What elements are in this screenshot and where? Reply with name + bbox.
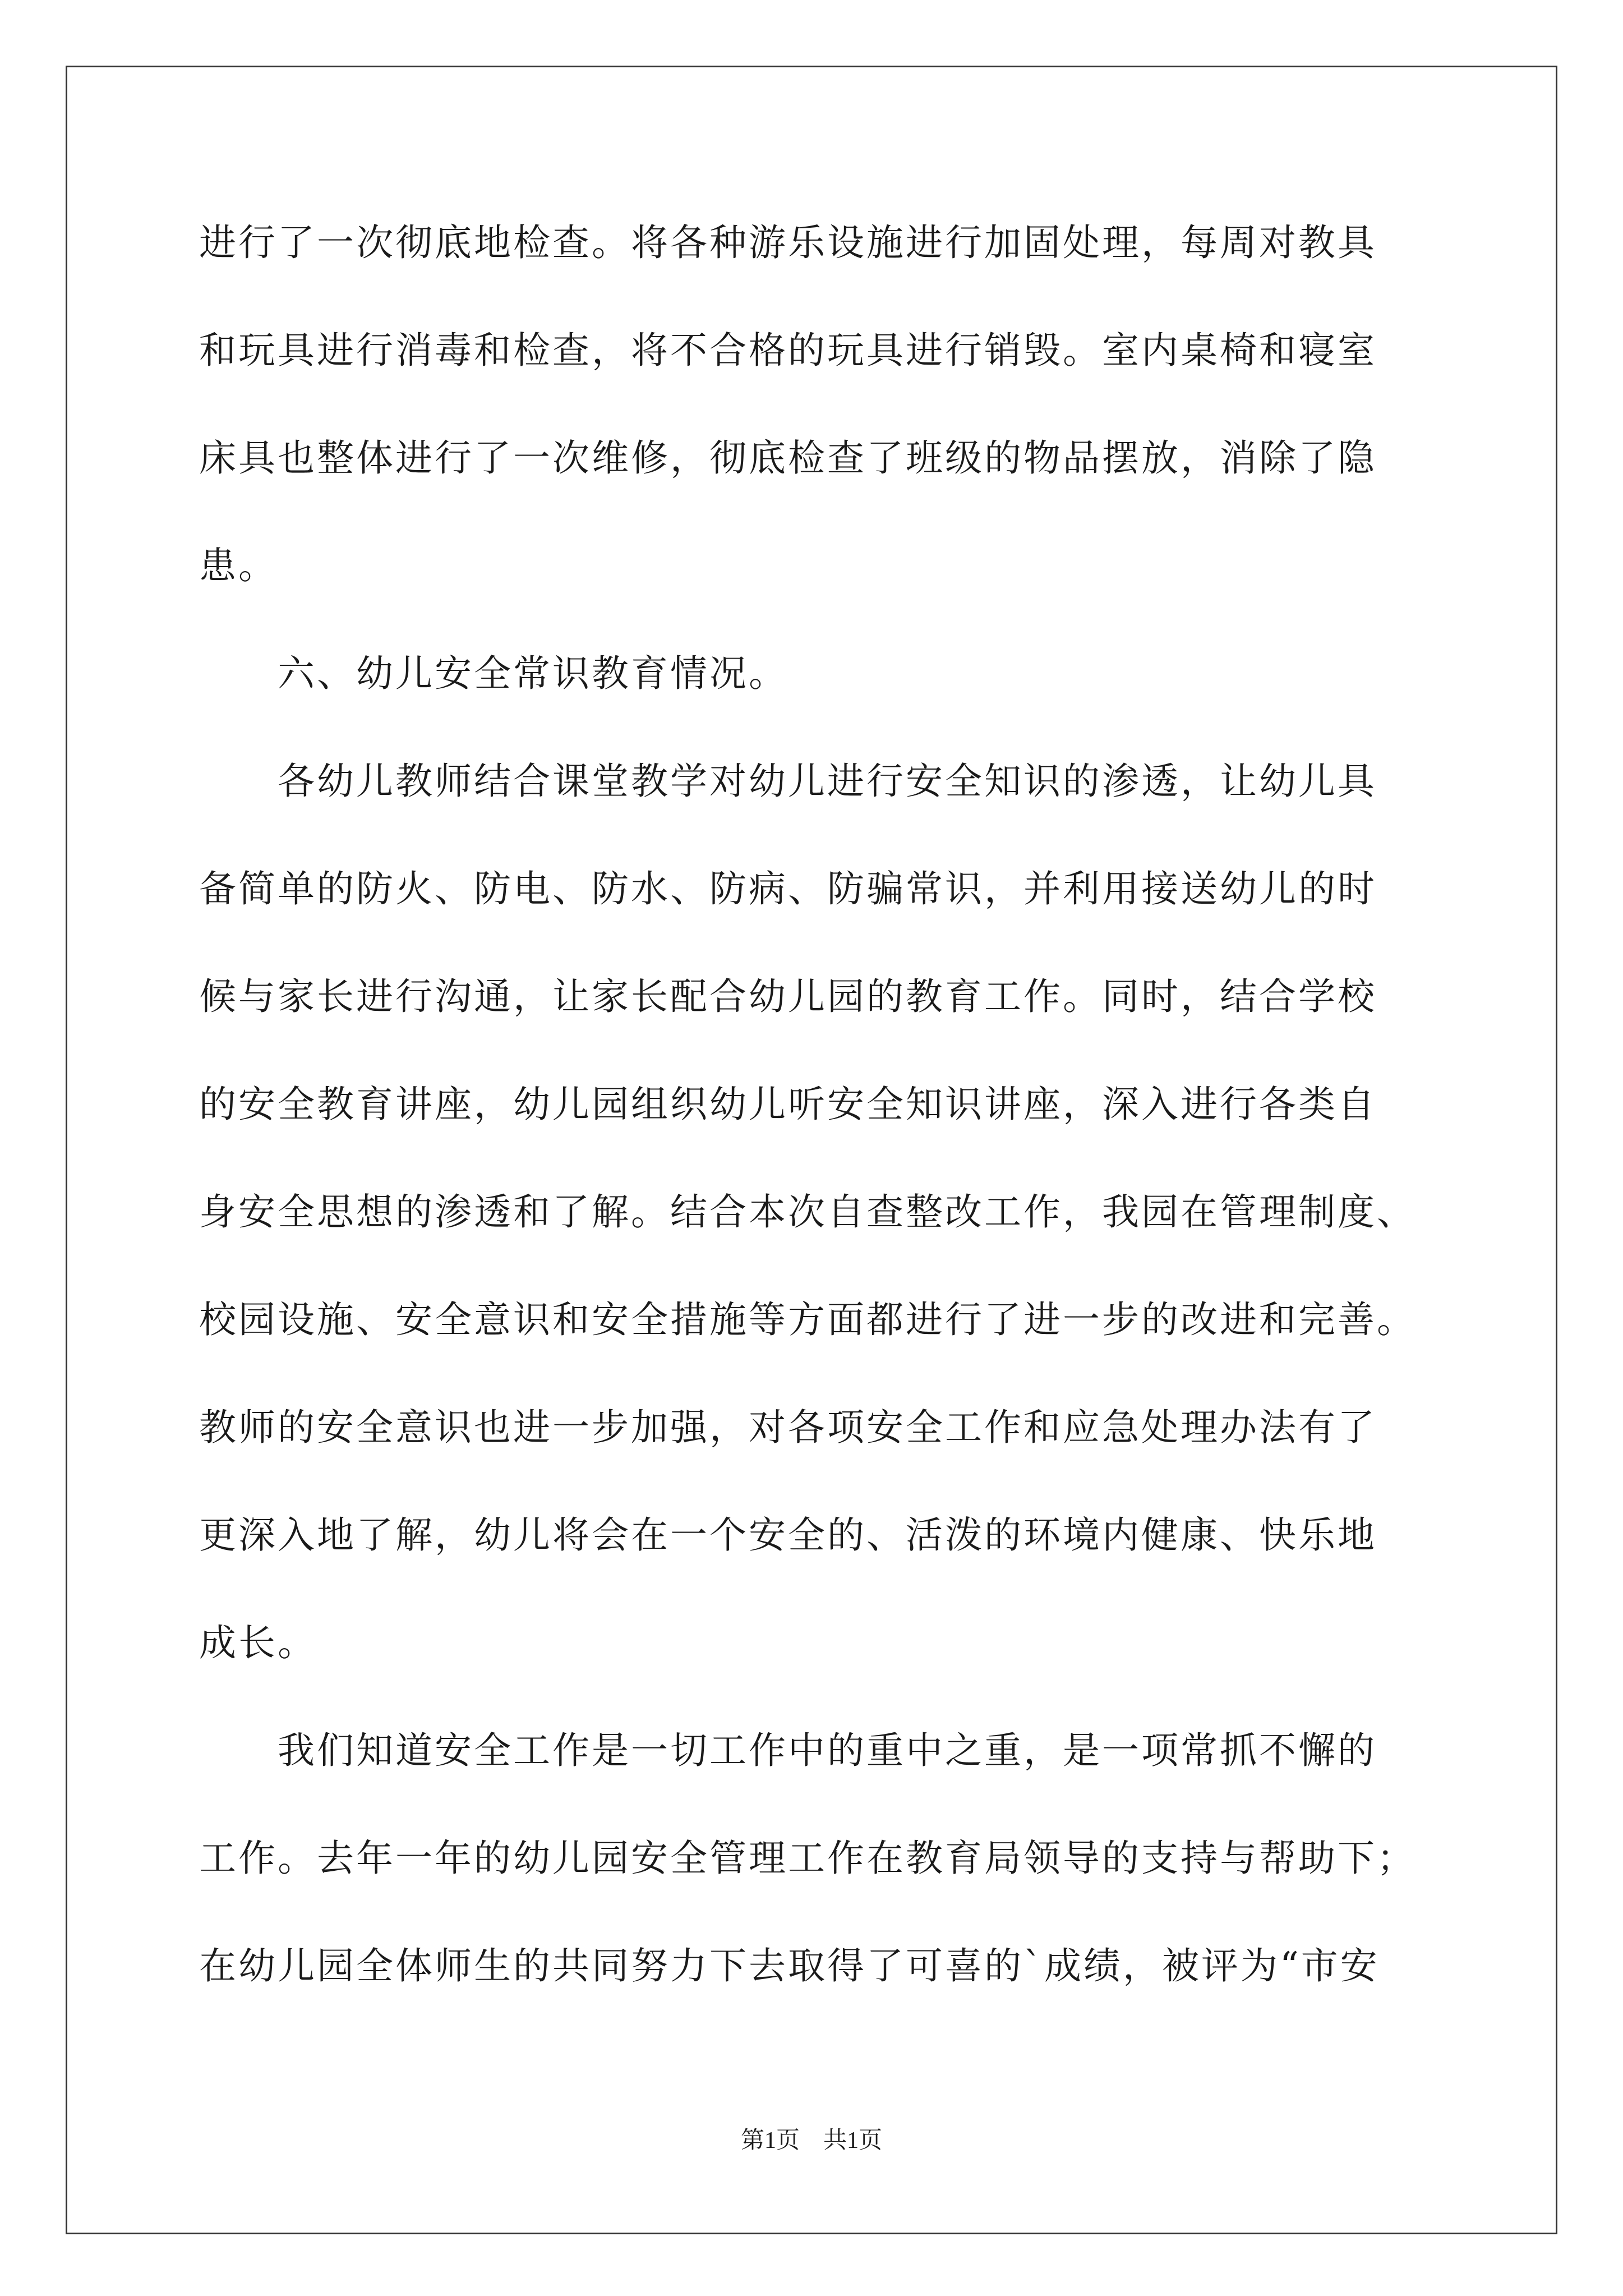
page-footer — [0, 2125, 1623, 2156]
text-line: 在幼儿园全体师生的共同努力下去取得了可喜的`成绩，被评为“市安 — [199, 1944, 1380, 1987]
text-line: 身安全思想的渗透和了解。结合本次自查整改工作，我园在管理制度、 — [199, 1190, 1416, 1234]
text-line: 患。 — [199, 544, 278, 587]
text-line: 成长。 — [199, 1621, 317, 1664]
text-line: 床具也整体进行了一次维修，彻底检查了班级的物品摆放，消除了隐 — [199, 436, 1377, 480]
text-line: 各幼儿教师结合课堂教学对幼儿进行安全知识的渗透，让幼儿具 — [278, 760, 1377, 803]
text-line: 工作。去年一年的幼儿园安全管理工作在教育局领导的支持与帮助下； — [199, 1837, 1416, 1880]
text-line: 校园设施、安全意识和安全措施等方面都进行了进一步的改进和完善。 — [199, 1298, 1416, 1341]
text-line: 更深入地了解，幼儿将会在一个安全的、活泼的环境内健康、快乐地 — [199, 1513, 1377, 1557]
text-line: 和玩具进行消毒和检查，将不合格的玩具进行销毁。室内桌椅和寝室 — [199, 329, 1377, 372]
text-line: 教师的安全意识也进一步加强，对各项安全工作和应急处理办法有了 — [199, 1406, 1377, 1449]
page-number: 第1页 — [740, 2128, 800, 2154]
page-border — [66, 66, 1557, 2234]
text-line: 候与家长进行沟通，让家长配合幼儿园的教育工作。同时，结合学校 — [199, 975, 1377, 1018]
section-heading: 六、幼儿安全常识教育情况。 — [278, 652, 788, 695]
text-line: 进行了一次彻底地检查。将各种游乐设施进行加固处理，每周对教具 — [199, 221, 1377, 264]
text-line: 的安全教育讲座，幼儿园组织幼儿听安全知识讲座，深入进行各类自 — [199, 1083, 1377, 1126]
page-total: 共1页 — [823, 2128, 883, 2154]
text-line: 备简单的防火、防电、防水、防病、防骗常识，并利用接送幼儿的时 — [199, 867, 1377, 910]
text-line: 我们知道安全工作是一切工作中的重中之重，是一项常抓不懈的 — [278, 1729, 1377, 1772]
